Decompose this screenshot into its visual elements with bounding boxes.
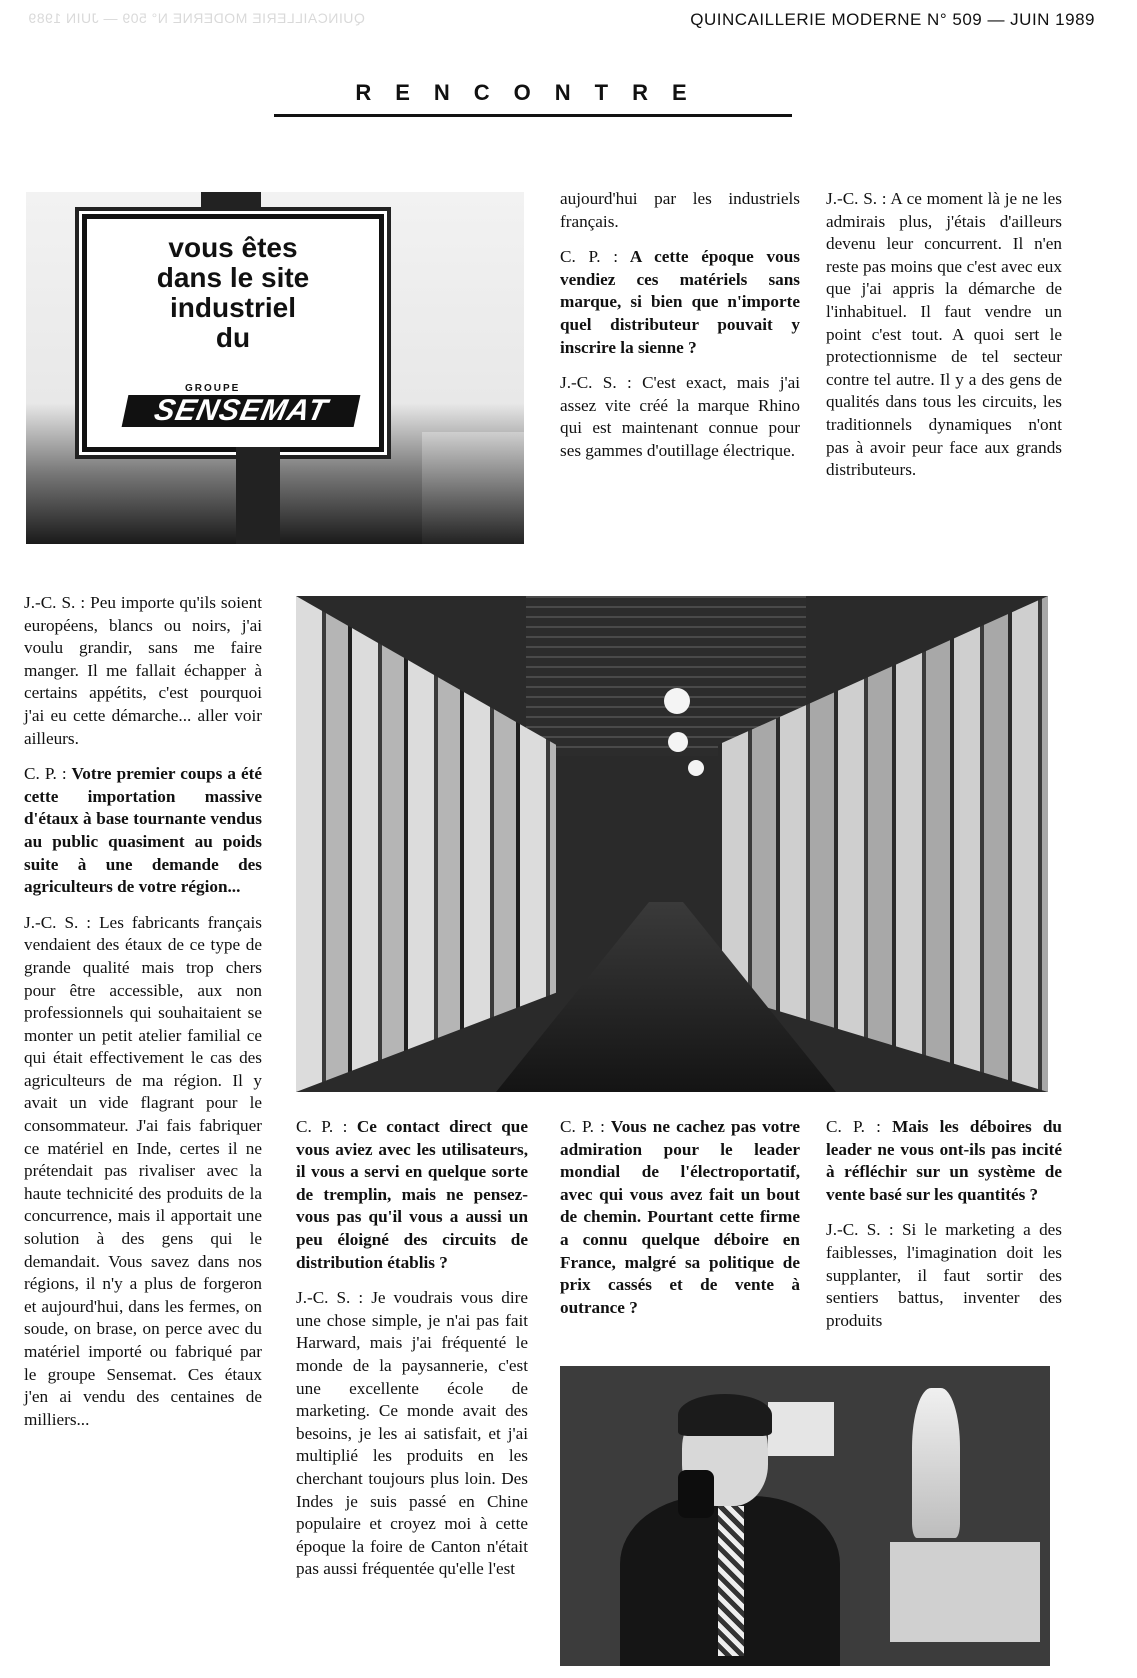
column-middle-top [560, 188, 800, 476]
section-title: RENCONTRE [355, 80, 711, 105]
column-bottom-3 [826, 1116, 1062, 1345]
running-head: QUINCAILLERIE MODERNE N° 509 — JUIN 1989 [690, 10, 1095, 29]
man-hair [678, 1394, 772, 1436]
interview-answer [24, 592, 262, 750]
group-label: GROUPE [185, 383, 241, 394]
speaker-label: C. P. : [24, 764, 67, 784]
interview-answer [24, 912, 262, 1432]
paragraph-text: aujourd'hui par les industriels français. [560, 189, 800, 231]
ceiling-lamp [668, 732, 688, 752]
speaker-label: J.-C. S. : [826, 1220, 894, 1240]
interview-question [560, 1116, 800, 1319]
interview-answer [296, 1287, 528, 1581]
paragraph-text: Peu importe qu'ils soient européens, blancs ou noirs, j'ai voulu grandir, sans me faire manger. Il me fallait échapper à certains appétits, c'est pourquoi j'ai eu cette démarche... aller voir ailleurs. [24, 593, 262, 748]
brand-name: SENSEMAT [122, 395, 361, 427]
statuette [912, 1388, 960, 1538]
show-through-header: QUINCAILLERIE MODERNE N° 509 — JUIN 1989 [28, 10, 365, 26]
interview-question [826, 1116, 1062, 1206]
column-left [24, 592, 262, 1444]
speaker-label: J.-C. S. : [24, 593, 86, 612]
paragraph-text: Si le marketing a des faiblesses, l'imagination doit les supplanter, il faut sortir des sentiers battus, inventer des produits [826, 1220, 1062, 1330]
warehouse-shelves-left [296, 596, 556, 1092]
speaker-label: J.-C. S. : [296, 1288, 364, 1308]
paragraph-text: Vous ne cachez pas votre admiration pour le leader mondial de l'électroportatif, avec qui vous avez fait un bout de chemin. Pourtant cette firme a connu quelque déboire en France, malgré sa politique de prix cassés et de vente à outrance ? [560, 1117, 800, 1317]
column-bottom-2 [560, 1116, 800, 1332]
telephone-icon [678, 1470, 714, 1518]
sensemat-sign-photo [26, 192, 524, 544]
interview-answer [560, 188, 800, 233]
speaker-label: J.-C. S. : [826, 189, 887, 208]
wall-picture [768, 1402, 834, 1456]
interview-question [24, 763, 262, 899]
interview-question [296, 1116, 528, 1274]
paragraph-text: Votre premier coups a été cette importation massive d'étaux à base tournante vendus au public quasiment au poids suite à une demande des agriculteurs de votre région... [24, 764, 262, 897]
speaker-label: C. P. : [296, 1117, 348, 1136]
paragraph-text: Je voudrais vous dire une chose simple, je n'ai pas fait Harward, mais j'ai fréquenté le monde de la paysannerie, c'est une excellente école de marketing. Ce monde avait des besoins, je les ai satisfait, et j'ai multiplié les produits en les cherchant toujours plus loin. Des Indes je suis passé en Chine populaire et croyez moi à cette époque la foire de Canton n'était pas aussi fréquentée qu'elle l'est [296, 1288, 528, 1579]
interview-answer [560, 372, 800, 462]
desk-surface [890, 1542, 1040, 1642]
ceiling-lamp [688, 760, 704, 776]
paragraph-text: A ce moment là je ne les admirais plus, j'étais d'ailleurs devenu leur concurrent. Il n'en reste pas moins que c'est avec eux que j'ai appris la démarche de l'inhabituel. Il faut vendre un point c'est tout. A quoi sert le protectionnisme de tel secteur contre tel autre. Il y a des gens de qualités dans tous les circuits, les traditionnels dynamiques n'ont pas à avoir peur face aux grands distributeurs. [826, 189, 1062, 480]
paragraph-text: C'est exact, mais j'ai assez vite créé la marque Rhino qui est maintenant connue pour ses gammes d'outillage électrique. [560, 373, 800, 460]
sign-pole [236, 447, 280, 544]
interview-question [560, 246, 800, 359]
speaker-label: C. P. : [560, 1117, 605, 1136]
paragraph-text: Ce contact direct que vous aviez avec les utilisateurs, il vous a servi en quelque sorte de tremplin, mais ne pensez-vous pas qu'il vous a aussi un peu éloigné des circuits de distribution établis ? [296, 1117, 528, 1272]
section-title-rule [274, 114, 792, 117]
paragraph-text: Les fabricants français vendaient des étaux de ce type de grande qualité mais trop chers pour être accessible, aux non professionnels qui souhaitaient se monter un petit atelier familial ce qui était effectivement le cas des agriculteurs de ma région. Il y avait un vide flagrant pour le consommateur. J'ai fais fabriquer ce matériel en Inde, certes il ne prétendait pas rivaliser avec la haute technicité des produits de la concurrence, mais il apportait une solution à des gens qui le demandait. Vous savez dans nos régions, il n'y a plus de forgeron et aujourd'hui, dans les fermes, on soude, on brase, on perce avec du matériel importé ou fabriqué par le groupe Sensemat. Ces étaux j'en ai vendu des centaines de milliers... [24, 912, 262, 1429]
speaker-label: C. P. : [560, 247, 619, 267]
sensemat-logo [125, 383, 357, 433]
factory-silhouette [422, 432, 524, 544]
warehouse-photo [296, 596, 1048, 1092]
ceiling-lamp [664, 688, 690, 714]
sign-line-1: vous êtes [168, 232, 298, 263]
speaker-label: C. P. : [826, 1117, 881, 1136]
speaker-label: J.-C. S. : [24, 912, 92, 932]
executive-portrait-photo [560, 1366, 1050, 1666]
sign-board [82, 214, 384, 452]
speaker-label: J.-C. S. : [560, 373, 632, 393]
interview-answer [826, 188, 1062, 482]
column-right-top [826, 188, 1062, 495]
sign-line-3: industriel [169, 292, 296, 323]
interview-answer [826, 1219, 1062, 1332]
striped-tie [718, 1506, 744, 1656]
paragraph-text: A cette époque vous vendiez ces matériels sans marque, si bien que n'importe quel distributeur pouvait y inscrire la sienne ? [560, 247, 800, 357]
sign-line-4: du [215, 322, 251, 353]
sign-line-2: dans le site [156, 262, 310, 293]
paragraph-text: Mais les déboires du leader ne vous ont-ils pas incité à réfléchir sur un système de vente basé sur les quantités ? [826, 1117, 1062, 1204]
column-bottom-1 [296, 1116, 528, 1594]
